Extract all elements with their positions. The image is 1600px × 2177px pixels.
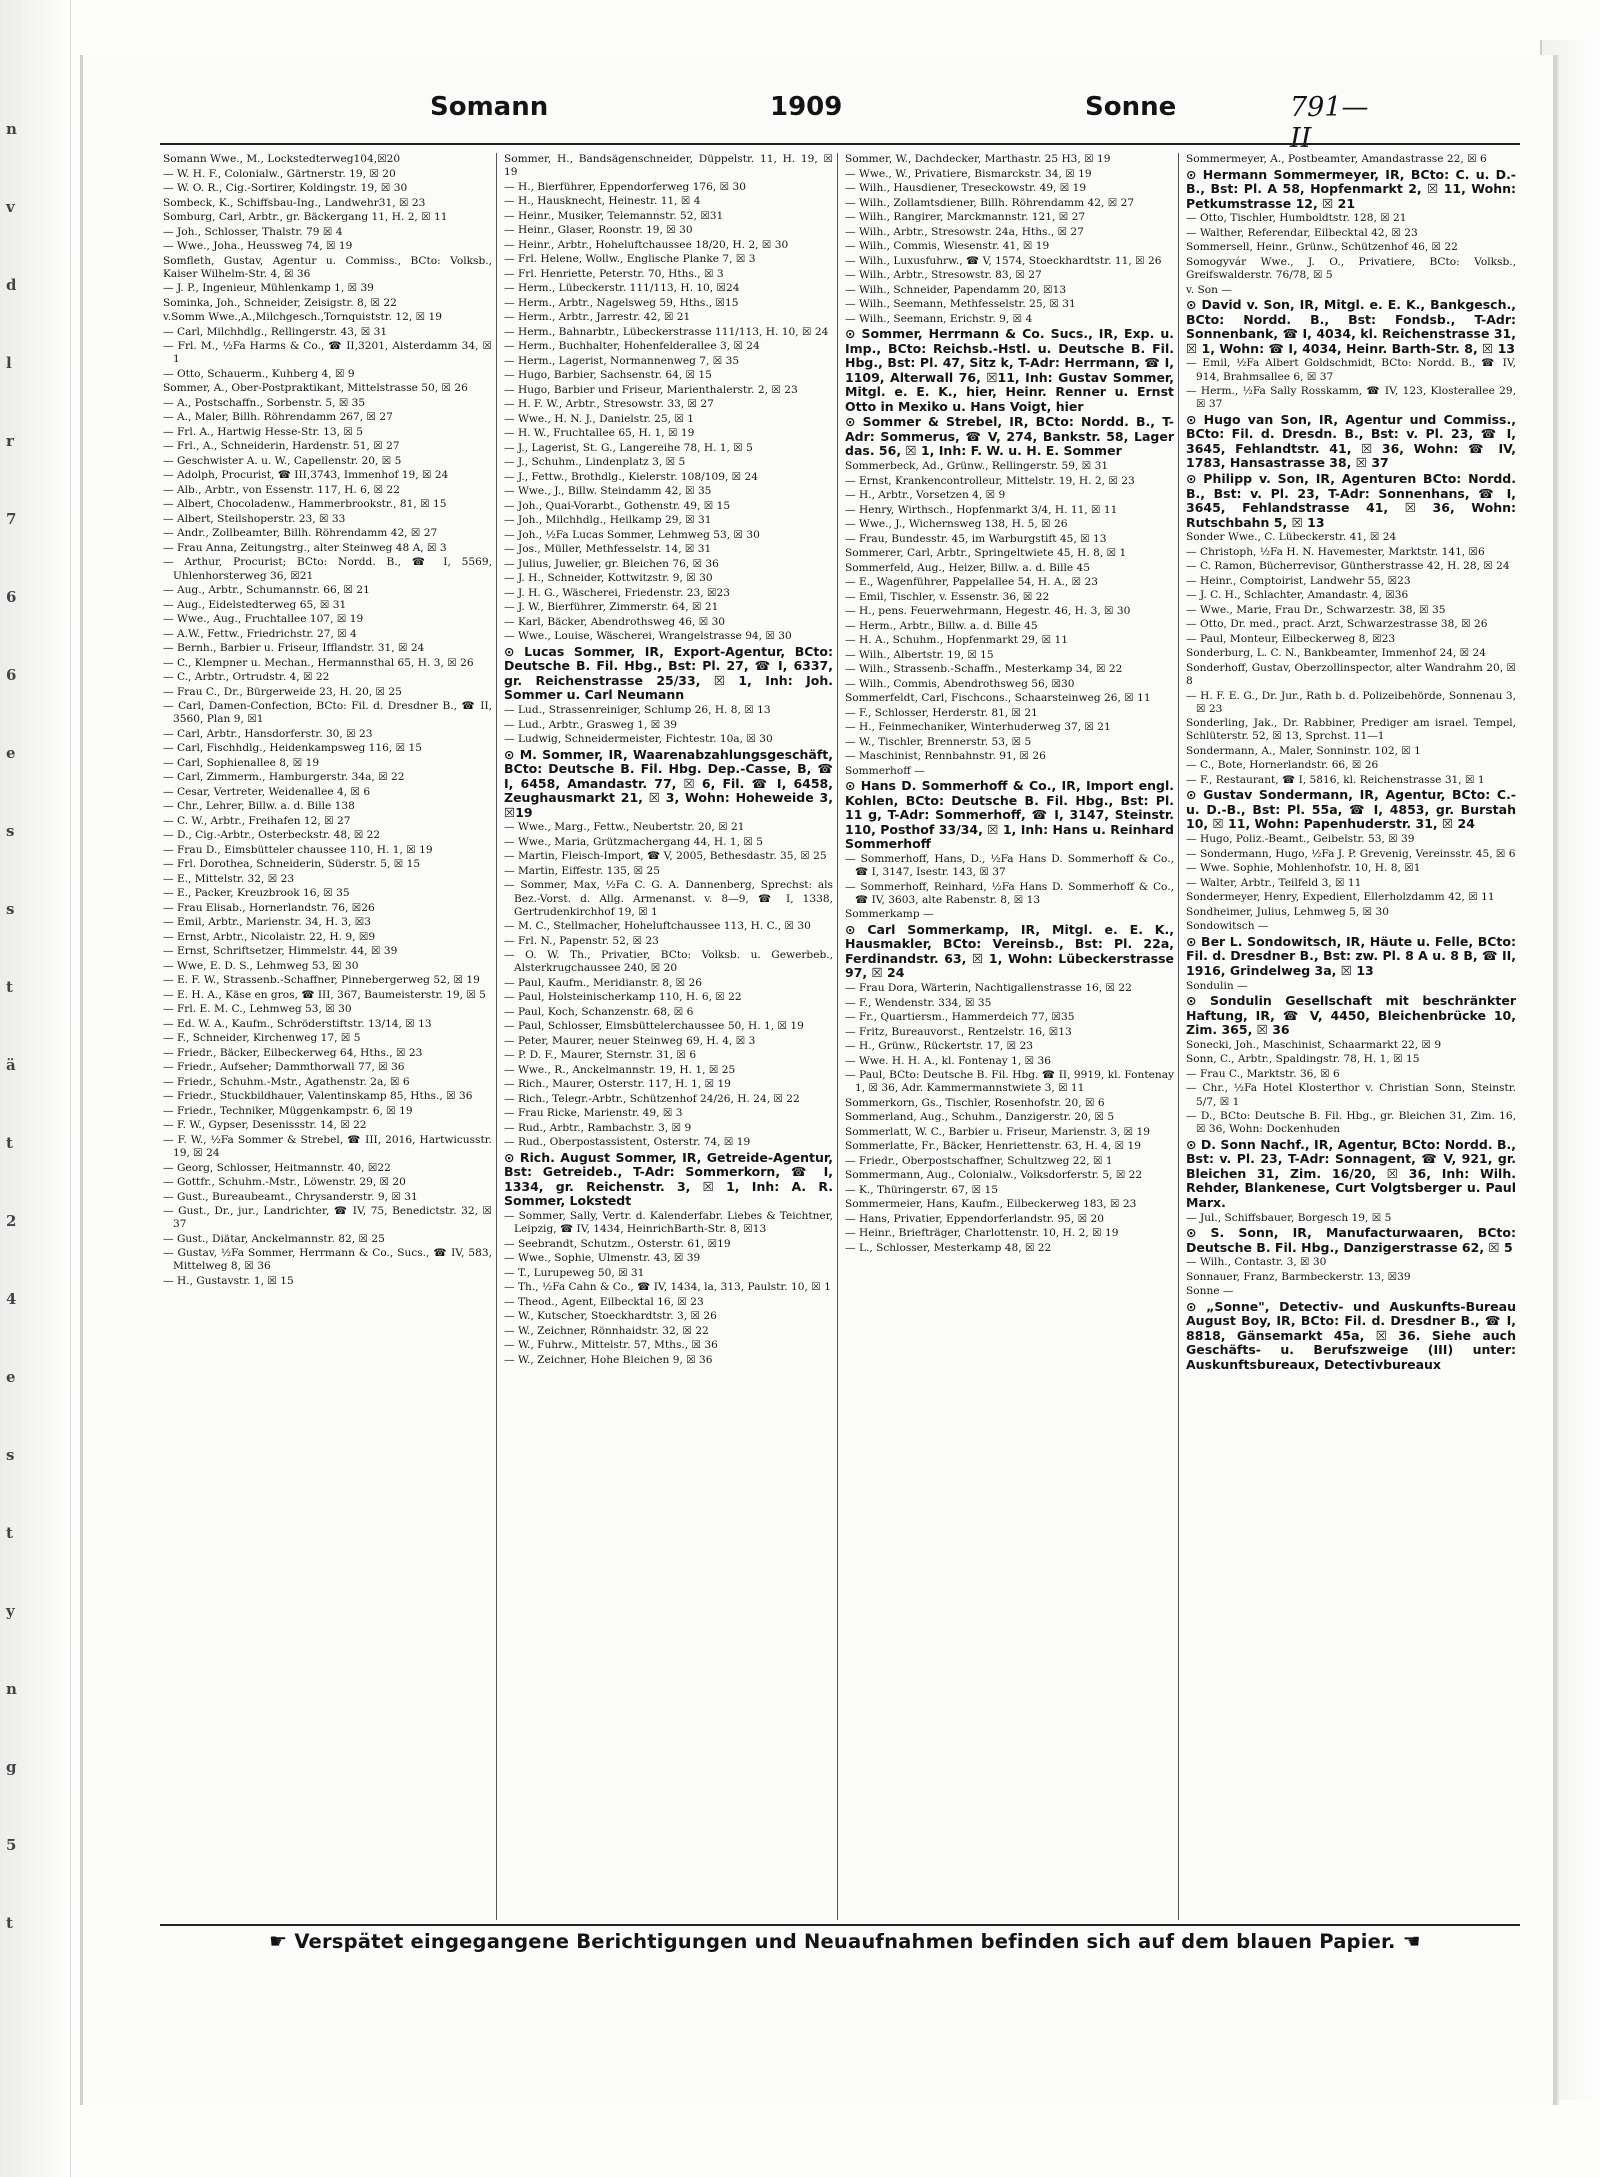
column-2: [501, 153, 838, 1920]
directory-entry: Somburg, Carl, Arbtr., gr. Bäckergang 11, H. 2, ☒ 11: [163, 211, 448, 223]
directory-entry: ⊙ Hans D. Sommerhoff & Co., IR, Import engl. Kohlen, BCto: Deutsche B. Fil. Hbg., Bst: Pl. 11 g, T-Adr: Sommerhoff, ☎ I, 3147, Steinstr. 110, Posthof 33/34, ☒ 1, Inh: Hans u. Reinhard Sommerhoff: [845, 778, 1174, 852]
directory-entry: — Joh., ½Fa Lucas Sommer, Lehmweg 53, ☒ 30: [504, 528, 760, 541]
directory-entry: — F., Schlosser, Herderstr. 81, ☒ 21: [845, 706, 1038, 719]
directory-entry: — Wilh., Albertstr. 19, ☒ 15: [845, 648, 994, 661]
directory-entry: Sommerfeldt, Carl, Fischcons., Schaarsteinweg 26, ☒ 11: [845, 692, 1151, 705]
directory-entry: — J. H., Schneider, Kottwitzstr. 9, ☒ 30: [504, 572, 713, 585]
directory-entry: Sommerlatte, Fr., Bäcker, Henriettenstr. 63, H. 4, ☒ 19: [845, 1140, 1141, 1153]
directory-entry: — E. F. W., Strassenb.-Schaffner, Pinnebergerweg 52, ☒ 19: [163, 974, 480, 987]
directory-entry: — Frau Dora, Wärterin, Nachtigallenstrasse 16, ☒ 22: [845, 982, 1132, 995]
directory-entry: — Frl., A., Schneiderin, Hardenstr. 51, ☒ 27: [163, 440, 400, 453]
margin-fragment: d: [6, 276, 17, 294]
directory-entry: — Fr., Quartiersm., Hammerdeich 77, ☒35: [845, 1011, 1075, 1024]
directory-entry: — Otto, Schauerm., Kuhberg 4, ☒ 9: [163, 367, 355, 380]
directory-entry: — A.W., Fettw., Friedrichstr. 27, ☒ 4: [163, 627, 357, 640]
directory-entry: — Christoph, ½Fa H. N. Havemester, Marktstr. 141, ☒6: [1186, 545, 1485, 558]
directory-entry: — Frau Elisab., Hornerlandstr. 76, ☒26: [163, 901, 375, 914]
directory-entry: — Hans, Privatier, Eppendorferlandstr. 95, ☒ 20: [845, 1212, 1105, 1225]
directory-entry: Sommerkorn, Gs., Tischler, Rosenhofstr. 20, ☒ 6: [845, 1096, 1105, 1109]
margin-fragment: 6: [6, 666, 17, 684]
directory-entry: — Paul, Monteur, Eilbeckerweg 8, ☒23: [1186, 632, 1396, 645]
directory-entry: — Henry, Wirthsch., Hopfenmarkt 3/4, H. 11, ☒ 11: [845, 503, 1118, 516]
directory-entry: — Hugo, Barbier, Sachsenstr. 64, ☒ 15: [504, 369, 712, 382]
margin-fragment: l: [6, 354, 12, 372]
directory-entry: — F., Restaurant, ☎ I, 5816, kl. Reichenstrasse 31, ☒ 1: [1186, 773, 1485, 786]
directory-entry: — Joh., Quai-Vorarbt., Gothenstr. 49, ☒ 15: [504, 499, 731, 512]
directory-entry: — W. O. R., Cig.-Sortirer, Koldingstr. 19, ☒ 30: [163, 182, 408, 194]
directory-entry: — P. D. F., Maurer, Sternstr. 31, ☒ 6: [504, 1049, 697, 1062]
directory-entry: — J. C. H., Schlachter, Amandastr. 4, ☒36: [1186, 589, 1409, 602]
directory-entry: — A., Maler, Billh. Röhrendamm 267, ☒ 27: [163, 411, 393, 424]
directory-entry: — Gottfr., Schuhm.-Mstr., Löwenstr. 29, ☒ 20: [163, 1176, 406, 1189]
directory-entry: — Wwe., Joha., Heussweg 74, ☒ 19: [163, 240, 353, 252]
directory-entry: — Wilh., Contastr. 3, ☒ 30: [1186, 1256, 1327, 1269]
directory-entry: — Karl, Bäcker, Abendrothsweg 46, ☒ 30: [504, 615, 726, 628]
directory-entry: ⊙ Sondulin Gesellschaft mit beschränkter Haftung, IR, ☎ V, 4450, Bleichenbrücke 10, Zim. 365, ☒ 36: [1186, 993, 1516, 1037]
directory-entry: — Martin, Eiffestr. 135, ☒ 25: [504, 864, 660, 877]
margin-fragment: n: [6, 1680, 17, 1698]
directory-entry: — Wwe., R., Anckelmannstr. 19, H. 1, ☒ 25: [504, 1063, 736, 1076]
directory-entry: ⊙ Sommer & Strebel, IR, BCto: Nordd. B., T-Adr: Sommerus, ☎ V, 274, Bankstr. 58, Lager das. 56, ☒ 1, Inh: F. W. u. H. E. Sommer: [845, 414, 1174, 459]
directory-entry: — Wwe., J., Billw. Steindamm 42, ☒ 35: [504, 485, 712, 498]
directory-entry: — Frl. N., Papenstr. 52, ☒ 23: [504, 934, 659, 947]
pointing-hand-icon: ☛: [269, 1929, 288, 1953]
directory-entry: Sommermeier, Hans, Kaufm., Eilbeckerweg 183, ☒ 23: [845, 1198, 1137, 1211]
pointing-hand-icon: ☚: [1402, 1929, 1421, 1953]
directory-entry: — Wilh., Rangirer, Marckmannstr. 121, ☒ 27: [845, 211, 1086, 223]
directory-entry: Sommer, W., Dachdecker, Marthastr. 25 H3, ☒ 19: [845, 153, 1111, 165]
directory-entry: — Frau D., Eimsbütteler chaussee 110, H. 1, ☒ 19: [163, 843, 433, 856]
margin-fragment: s: [6, 900, 15, 918]
directory-entry: — Aug., Arbtr., Schumannstr. 66, ☒ 21: [163, 584, 370, 597]
directory-entry: Sommermeyer, A., Postbeamter, Amandastrasse 22, ☒ 6: [1186, 153, 1487, 165]
directory-entry: — Wilh., Arbtr., Stresowstr. 83, ☒ 27: [845, 269, 1042, 281]
margin-fragment: 2: [6, 1212, 17, 1230]
margin-fragment: n: [6, 120, 17, 138]
directory-entry: Sonecki, Joh., Maschinist, Schaarmarkt 22, ☒ 9: [1186, 1038, 1442, 1051]
directory-entry: — C. Ramon, Bücherrevisor, Güntherstrasse 42, H. 28, ☒ 24: [1186, 560, 1510, 573]
directory-entry: — Aug., Eidelstedterweg 65, ☒ 31: [163, 598, 347, 611]
directory-entry: Sombeck, K., Schiffsbau-Ing., Landwehr31, ☒ 23: [163, 196, 426, 209]
directory-entry: — Frau C., Dr., Bürgerweide 23, H. 20, ☒ 25: [163, 685, 402, 698]
directory-entry: — Sommer, Sally, Vertr. d. Kalenderfabr. Liebes & Teichtner, Leipzig, ☎ IV, 1434, HeinrichBarth-Str. 8, ☒13: [504, 1210, 833, 1236]
directory-entry: — Friedr., Stuckbildhauer, Valentinskamp 85, Hths., ☒ 36: [163, 1090, 473, 1103]
directory-entry: — Wilh., Seemann, Methfesselstr. 25, ☒ 31: [845, 298, 1076, 310]
margin-fragment: t: [6, 978, 13, 996]
directory-entry: — Paul, BCto: Deutsche B. Fil. Hbg. ☎ II, 9919, kl. Fontenay 1, ☒ 36, Adr. Kammermannstwiete 3, ☒ 11: [845, 1069, 1174, 1095]
directory-entry: — W. H. F., Colonialw., Gärtnerstr. 19, ☒ 20: [163, 167, 396, 180]
directory-entry: — Wilh., Schneider, Papendamm 20, ☒13: [845, 283, 1067, 296]
margin-fragment: t: [6, 1134, 13, 1152]
directory-entry: — H., Arbtr., Vorsetzen 4, ☒ 9: [845, 489, 1006, 502]
directory-entry: — Frl. Helene, Wollw., Englische Planke 7, ☒ 3: [504, 253, 756, 266]
directory-entry: Somann Wwe., M., Lockstedterweg104,☒20: [163, 153, 401, 165]
directory-entry: — Hugo, Barbier und Friseur, Marienthalerstr. 2, ☒ 23: [504, 383, 798, 396]
directory-entry: — Sommerhoff, Hans, D., ½Fa Hans D. Sommerhoff & Co., ☎ I, 3147, Isestr. 143, ☒ 37: [845, 852, 1174, 879]
directory-entry: — Ernst, Arbtr., Nicolaistr. 22, H. 9, ☒9: [163, 930, 376, 943]
directory-entry: — T., Lurupeweg 50, ☒ 31: [504, 1266, 645, 1279]
directory-entry: Sommersell, Heinr., Grünw., Schützenhof 46, ☒ 22: [1186, 241, 1458, 254]
directory-entry: — Rich., Telegr.-Arbtr., Schützenhof 24/26, H. 24, ☒ 22: [504, 1092, 800, 1105]
directory-entry: — D., BCto: Deutsche B. Fil. Hbg., gr. Bleichen 31, Zim. 16, ☒ 36, Wohn: Dockenhuden: [1186, 1110, 1516, 1136]
directory-entry: — Otto, Dr. med., pract. Arzt, Schwarzestrasse 38, ☒ 26: [1186, 618, 1488, 631]
header-year: 1909: [770, 92, 843, 122]
directory-entry: — Wilh., Strassenb.-Schaffn., Mesterkamp 34, ☒ 22: [845, 663, 1123, 676]
directory-entry: Sonderburg, L. C. N., Bankbeamter, Immenhof 24, ☒ 24: [1186, 647, 1487, 660]
directory-entry: — Emil, Tischler, v. Essenstr. 36, ☒ 22: [845, 590, 1050, 603]
directory-entry: — Fritz, Bureauvorst., Rentzelstr. 16, ☒13: [845, 1025, 1072, 1038]
directory-entry: — Otto, Tischler, Humboldtstr. 128, ☒ 21: [1186, 212, 1407, 225]
page-header: [160, 92, 1370, 154]
directory-entry: — Herm., Lübeckerstr. 111/113, H. 10, ☒24: [504, 282, 740, 295]
directory-entry: — Frl. E. M. C., Lehmweg 53, ☒ 30: [163, 1003, 352, 1016]
directory-entry: — Lud., Arbtr., Grasweg 1, ☒ 39: [504, 718, 678, 731]
directory-entry: — C., Bote, Hornerlandstr. 66, ☒ 26: [1186, 759, 1379, 772]
directory-entry: — Heinr., Musiker, Telemannstr. 52, ☒31: [504, 209, 724, 222]
directory-entry: — J. W., Bierführer, Zimmerstr. 64, ☒ 21: [504, 601, 719, 614]
directory-entry: ⊙ D. Sonn Nachf., IR, Agentur, BCto: Nordd. B., Bst: v. Pl. 23, T-Adr: Sonnagent, ☎ V, 921, gr. Bleichen 31, Zim. 16/20, ☒ 36, Inh: Wilh. Rehder, Blankenese, Curt Volgtsberger u. Paul Marx.: [1186, 1136, 1516, 1210]
directory-entry: — Joh., Schlosser, Thalstr. 79 ☒ 4: [163, 225, 343, 238]
directory-entry: — Andr., Zollbeamter, Billh. Röhrendamm 42, ☒ 27: [163, 527, 438, 540]
directory-entry: v. Son —: [1186, 283, 1232, 296]
footer-text: Verspätet eingegangene Berichtigungen und Neuaufnahmen befinden sich auf dem blauen Papier.: [294, 1930, 1396, 1953]
directory-entry: — Wilh., Luxusfuhrw., ☎ V, 1574, Stoeckhardtstr. 11, ☒ 26: [845, 254, 1162, 267]
directory-entry: — Walther, Referendar, Eilbecktal 42, ☒ 23: [1186, 226, 1418, 239]
directory-entry: — M. C., Stellmacher, Hoheluftchaussee 113, H. C., ☒ 30: [504, 920, 811, 933]
directory-entry: — E., Packer, Kreuzbrook 16, ☒ 35: [163, 887, 350, 900]
directory-entry: Sommer, A., Ober-Postpraktikant, Mittelstrasse 50, ☒ 26: [163, 382, 468, 395]
directory-entry: — Friedr., Techniker, Müggenkampstr. 6, ☒ 19: [163, 1104, 413, 1117]
header-right-keyword: Sonne: [1085, 92, 1177, 122]
directory-entry: — Gust., Bureaubeamt., Chrysanderstr. 9, ☒ 31: [163, 1190, 418, 1203]
directory-entry: — Herm., Arbtr., Billw. a. d. Bille 45: [845, 619, 1038, 632]
directory-entry: — Herm., Arbtr., Nagelsweg 59, Hths., ☒15: [504, 296, 739, 309]
directory-entry: — Heinr., Arbtr., Hoheluftchaussee 18/20, H. 2, ☒ 30: [504, 238, 789, 251]
directory-entry: — E., Mittelstr. 32, ☒ 23: [163, 872, 295, 885]
directory-entry: — Friedr., Aufseher; Dammthorwall 77, ☒ 36: [163, 1061, 405, 1074]
directory-entry: — Wwe. H. H. A., kl. Fontenay 1, ☒ 36: [845, 1054, 1051, 1067]
directory-entry: — Rud., Arbtr., Rambachstr. 3, ☒ 9: [504, 1121, 692, 1134]
directory-entry: — Bernh., Barbier u. Friseur, Ifflandstr. 31, ☒ 24: [163, 642, 425, 655]
margin-fragment: e: [6, 744, 16, 762]
directory-entry: Sommer, H., Bandsägenschneider, Düppelstr. 11, H. 19, ☒ 19: [504, 153, 833, 179]
directory-entry: ⊙ S. Sonn, IR, Manufacturwaaren, BCto: Deutsche B. Fil. Hbg., Danzigerstrasse 62, ☒ 5: [1186, 1225, 1516, 1255]
directory-entry: — Frl. M., ½Fa Harms & Co., ☎ II,3201, Alsterdamm 34, ☒ 1: [163, 340, 492, 366]
directory-entry: Sommerer, Carl, Arbtr., Springeltwiete 45, H. 8, ☒ 1: [845, 547, 1127, 560]
directory-entry: — H. A., Schuhm., Hopfenmarkt 29, ☒ 11: [845, 634, 1068, 647]
directory-entry: Sonnauer, Franz, Barmbeckerstr. 13, ☒39: [1186, 1270, 1411, 1283]
margin-fragment: 6: [6, 588, 17, 606]
directory-entry: — Friedr., Schuhm.-Mstr., Agathenstr. 2a, ☒ 6: [163, 1075, 410, 1088]
directory-entry: — Albert, Steilshoperstr. 23, ☒ 33: [163, 512, 346, 525]
directory-entry: — Paul, Holsteinischerkamp 110, H. 6, ☒ 22: [504, 991, 742, 1004]
margin-fragment: g: [6, 1758, 17, 1776]
directory-entry: — H., Feinmechaniker, Winterhuderweg 37, ☒ 21: [845, 721, 1111, 734]
directory-entry: — Geschwister A. u. W., Capellenstr. 20, ☒ 5: [163, 454, 402, 467]
directory-entry: — C., Klempner u. Mechan., Hermannsthal 65, H. 3, ☒ 26: [163, 656, 474, 669]
directory-entry: — Wilh., Arbtr., Stresowstr. 24a, Hths., ☒ 27: [845, 225, 1084, 238]
directory-entry: ⊙ Ber L. Sondowitsch, IR, Häute u. Felle, BCto: Fil. d. Dresdner B., Bst: zw. Pl. 8 A u. 8 B, ☎ II, 1916, Grindelweg 3a, ☒ 13: [1186, 933, 1516, 978]
directory-entry: — Frau Ricke, Marienstr. 49, ☒ 3: [504, 1107, 683, 1120]
directory-entry: — Wwe., Sophie, Ulmenstr. 43, ☒ 39: [504, 1252, 701, 1265]
directory-entry: Sommermann, Aug., Colonialw., Volksdorferstr. 5, ☒ 22: [845, 1169, 1143, 1182]
directory-entry: — Carl, Fischhdlg., Heidenkampsweg 116, ☒ 15: [163, 742, 422, 755]
directory-entry: — Emil, Arbtr., Marienstr. 34, H. 3, ☒3: [163, 916, 371, 929]
directory-entry: — F., Wendenstr. 334, ☒ 35: [845, 996, 992, 1009]
directory-entry: — Gust., Diätar, Anckelmannstr. 82, ☒ 25: [163, 1232, 385, 1245]
directory-entry: — H. F. E. G., Dr. Jur., Rath b. d. Polizeibehörde, Sonnenau 3, ☒ 23: [1186, 689, 1516, 715]
directory-entry: — Jos., Müller, Methfesselstr. 14, ☒ 31: [504, 543, 712, 556]
directory-entry: — Herm., Bahnarbtr., Lübeckerstrasse 111/113, H. 10, ☒ 24: [504, 325, 829, 338]
directory-entry: — Hugo, Poliz.-Beamt., Geibelstr. 53, ☒ 39: [1186, 833, 1415, 846]
directory-entry: — Friedr., Oberpostschaffner, Schultzweg 22, ☒ 1: [845, 1154, 1113, 1167]
directory-entry: — F. W., ½Fa Sommer & Strebel, ☎ III, 2016, Hartwicusstr. 19, ☒ 24: [163, 1133, 492, 1160]
directory-entry: Somogyvár Wwe., J. O., Privatiere, BCto: Volksb., Greifswalderstr. 76/78, ☒ 5: [1186, 255, 1516, 281]
directory-entry: — Heinr., Comptoirist, Landwehr 55, ☒23: [1186, 574, 1411, 587]
directory-entry: — Wwe., Marg., Fettw., Neubertstr. 20, ☒ 21: [504, 821, 745, 834]
directory-entry: ⊙ Sommer, Herrmann & Co. Sucs., IR, Exp. u. Imp., BCto: Reichsb.-Hstl. u. Deutsche B. Fil. Hbg., Bst: Pl. 47, Sitz k, T-Adr: Herrmann, ☎ I, 1109, Alterwall 76, ☒11, Inh: Gustav Sommer, Mitgl. e. E. K., hier, Heinr. Renner u. Ernst Otto in Mexiko u. Hans Voigt, hier: [845, 326, 1174, 414]
directory-entry: — Rud., Oberpostassistent, Osterstr. 74, ☒ 19: [504, 1136, 751, 1149]
directory-entry: — Herm., Arbtr., Jarrestr. 42, ☒ 21: [504, 311, 691, 324]
directory-entry: — W., Tischler, Brennerstr. 53, ☒ 5: [845, 735, 1032, 748]
directory-entry: Sommerlatt, W. C., Barbier u. Friseur, Marienstr. 3, ☒ 19: [845, 1125, 1151, 1138]
directory-entry: — Wwe, E. D. S., Lehmweg 53, ☒ 30: [163, 959, 359, 972]
directory-entry: — Ernst, Schriftsetzer, Himmelstr. 44, ☒ 39: [163, 945, 398, 958]
directory-entry: — Wilh., Hausdiener, Treseckowstr. 49, ☒ 19: [845, 182, 1087, 194]
directory-entry: — Paul, Koch, Schanzenstr. 68, ☒ 6: [504, 1005, 694, 1018]
margin-fragment: y: [6, 1602, 15, 1620]
directory-entry: — J., Fettw., Brothdlg., Kielerstr. 108/109, ☒ 24: [504, 470, 759, 483]
directory-entry: — H., Grünw., Rückertstr. 17, ☒ 23: [845, 1040, 1034, 1053]
directory-entry: — Frl. A., Hartwig Hesse-Str. 13, ☒ 5: [163, 425, 363, 438]
header-left-keyword: Somann: [430, 92, 549, 122]
directory-entry: — Paul, Schlosser, Eimsbüttelerchaussee 50, H. 1, ☒ 19: [504, 1020, 804, 1033]
directory-entry: — A., Postschaffn., Sorbenstr. 5, ☒ 35: [163, 396, 366, 409]
margin-fragment: r: [6, 432, 14, 450]
directory-entry: — W., Fuhrw., Mittelstr. 57, Mths., ☒ 36: [504, 1339, 718, 1352]
directory-entry: ⊙ Hugo van Son, IR, Agentur und Commiss., BCto: Fil. d. Dresdn. B., Bst: v. Pl. 23, ☎ I, 3645, Fehlandtstr. 41, ☒ 36, Wohn: ☎ IV, 1783, Hansastrasse 38, ☒ 37: [1186, 411, 1516, 471]
directory-entry: Sommerfeld, Aug., Heizer, Billw. a. d. Bille 45: [845, 561, 1091, 574]
directory-entry: — Sommerhoff, Reinhard, ½Fa Hans D. Sommerhoff & Co., ☎ IV, 3603, alte Rabenstr. 8, ☒ 13: [845, 880, 1174, 906]
directory-entry: — Frau C., Marktstr. 36, ☒ 6: [1186, 1067, 1340, 1080]
directory-entry: — Friedr., Bäcker, Eilbeckerweg 64, Hths., ☒ 23: [163, 1046, 423, 1059]
directory-entry: — Peter, Maurer, neuer Steinweg 69, H. 4, ☒ 3: [504, 1034, 756, 1047]
directory-entry: — Wwe. Sophie, Mohlenhofstr. 10, H. 8, ☒1: [1186, 862, 1421, 875]
directory-entry: — E. H. A., Käse en gros, ☎ III, 367, Baumeisterstr. 19, ☒ 5: [163, 988, 486, 1001]
directory-entry: — Ernst, Krankencontrolleur, Mittelstr. 19, H. 2, ☒ 23: [845, 474, 1135, 487]
directory-entry: — H., pens. Feuerwehrmann, Hegestr. 46, H. 3, ☒ 30: [845, 605, 1131, 618]
margin-fragment: t: [6, 1914, 13, 1932]
margin-fragment: s: [6, 822, 15, 840]
directory-entry: — H. F. W., Arbtr., Stresowstr. 33, ☒ 27: [504, 398, 714, 411]
directory-entry: — Heinr., Briefträger, Charlottenstr. 10, H. 2, ☒ 19: [845, 1227, 1119, 1240]
directory-entry: — D., Cig.-Arbtr., Osterbeckstr. 48, ☒ 22: [163, 829, 381, 842]
directory-entry: — Herm., Lagerist, Normannenweg 7, ☒ 35: [504, 354, 740, 367]
directory-entry: Sommerkamp —: [845, 908, 934, 921]
directory-entry: — K., Thüringerstr. 67, ☒ 15: [845, 1183, 998, 1196]
column-1: [160, 153, 497, 1920]
directory-entry: — Wwe., H. N. J., Danielstr. 25, ☒ 1: [504, 412, 694, 425]
directory-entry: — H., Gustavstr. 1, ☒ 15: [163, 1274, 294, 1287]
directory-entry: — Carl, Zimmerm., Hamburgerstr. 34a, ☒ 22: [163, 771, 405, 784]
directory-entry: — Adolph, Procurist, ☎ III,3743, Immenhof 19, ☒ 24: [163, 469, 449, 482]
margin-fragment: ä: [6, 1056, 16, 1074]
directory-entry: Sonderling, Jak., Dr. Rabbiner, Prediger am israel. Tempel, Schlüterstr. 52, ☒ 13, Sprchst. 11—1: [1186, 717, 1516, 743]
directory-entry: Sonne —: [1186, 1285, 1234, 1298]
directory-entry: — J. H. G., Wäscherei, Friedenstr. 23, ☒23: [504, 586, 730, 599]
directory-entry: ⊙ „Sonne", Detectiv- und Auskunfts-Bureau August Boy, IR, BCto: Fil. d. Dresdner B., ☎ I, 8818, Gänsemarkt 45a, ☒ 36. Siehe auch Geschäfts- u. Berufszweige (III) unter: Auskunftsbureaux, Detectivbureaux: [1186, 1298, 1516, 1372]
directory-entry: — Emil, ½Fa Albert Goldschmidt, BCto: Nordd. B., ☎ IV, 914, Brahmsallee 6, ☒ 37: [1186, 357, 1516, 383]
directory-entry: — L., Schlosser, Mesterkamp 48, ☒ 22: [845, 1241, 1052, 1254]
directory-entry: — O. W. Th., Privatier, BCto: Volksb. u. Gewerbeb., Alsterkrugchaussee 240, ☒ 20: [504, 949, 833, 975]
directory-entry: — Walter, Arbtr., Teilfeld 3, ☒ 11: [1186, 876, 1362, 889]
directory-entry: Sondowitsch —: [1186, 920, 1269, 933]
directory-entry: Sondermann, A., Maler, Sonninstr. 102, ☒ 1: [1186, 744, 1421, 757]
directory-entry: — H. W., Fruchtallee 65, H. 1, ☒ 19: [504, 427, 695, 440]
directory-entry: — H., Hausknecht, Heinestr. 11, ☒ 4: [504, 195, 701, 208]
directory-entry: ⊙ Lucas Sommer, IR, Export-Agentur, BCto: Deutsche B. Fil. Hbg., Bst: Pl. 27, ☎ I, 6337, gr. Reichenstrasse 25/33, ☒ 1, Inh: Joh. Sommer u. Carl Neumann: [504, 643, 833, 703]
directory-entry: — Wwe., J., Wichernsweg 138, H. 5, ☒ 26: [845, 518, 1068, 531]
previous-page-edge: [0, 0, 71, 2177]
directory-entry: — H., Bierführer, Eppendorferweg 176, ☒ 30: [504, 180, 746, 193]
directory-entry: — Wwe., Maria, Grützmachergang 44, H. 1, ☒ 5: [504, 835, 763, 848]
directory-entry: — Arthur, Procurist; BCto: Nordd. B., ☎ I, 5569, Uhlenhorsterweg 36, ☒21: [163, 556, 492, 582]
directory-entry: Sondheimer, Julius, Lehmweg 5, ☒ 30: [1186, 905, 1389, 918]
header-rule: [160, 143, 1520, 145]
directory-entry: — Gustav, ½Fa Sommer, Herrmann & Co., Sucs., ☎ IV, 583, Mittelweg 8, ☒ 36: [163, 1247, 492, 1273]
directory-entry: — Julius, Juwelier, gr. Bleichen 76, ☒ 36: [504, 557, 719, 570]
directory-entry: — Carl, Damen-Confection, BCto: Fil. d. Dresdner B., ☎ II, 3560, Plan 9, ☒1: [163, 700, 492, 726]
directory-entry: — J. P., Ingenieur, Mühlenkamp 1, ☒ 39: [163, 282, 374, 295]
directory-entry: — Paul, Kaufm., Meridianstr. 8, ☒ 26: [504, 976, 703, 989]
page-number: 791—II: [1290, 92, 1369, 154]
column-4: [1183, 153, 1520, 1920]
directory-entry: — F. W., Gypser, Desenissstr. 14, ☒ 22: [163, 1119, 367, 1132]
margin-fragment: v: [6, 198, 15, 216]
directory-entry: — Carl, Arbtr., Hansdorferstr. 30, ☒ 23: [163, 727, 373, 740]
directory-entry: — Sommer, Max, ½Fa C. G. A. Dannenberg, Sprechst: als Bez.-Vorst. d. Allg. Armenanst. v. 8—9, ☎ I, 1338, Gertrudenkirchhof 19, ☒ 1: [504, 879, 833, 918]
directory-entry: — Wwe., Aug., Fruchtallee 107, ☒ 19: [163, 613, 364, 626]
directory-entry: ⊙ M. Sommer, IR, Waarenabzahlungsgeschäft, BCto: Deutsche B. Fil. Hbg. Dep.-Casse, B, ☎ I, 6458, Amandastr. 77, ☒ 6, Fil. ☎ I, 6458, Zeughausmarkt 21, ☒ 3, Wohn: Hoheweide 3, ☒19: [504, 746, 833, 820]
margin-fragment: 5: [6, 1836, 17, 1854]
directory-entry: — Frau Anna, Zeitungstrg., alter Steinweg 48 A, ☒ 3: [163, 541, 447, 554]
directory-entry: Sommerhoff —: [845, 764, 925, 777]
directory-entry: Sonn, C., Arbtr., Spaldingstr. 78, H. 1, ☒ 15: [1186, 1053, 1420, 1066]
margin-fragment: s: [6, 1446, 15, 1464]
directory-entry: — E., Wagenführer, Pappelallee 54, H. A., ☒ 23: [845, 576, 1098, 589]
directory-entry: v.Somm Wwe.,A.,Milchgesch.,Tornquiststr. 12, ☒ 19: [163, 311, 442, 324]
margin-fragment: 4: [6, 1290, 17, 1308]
directory-entry: ⊙ David v. Son, IR, Mitgl. e. E. K., Bankgesch., BCto: Nordd. B., Bst: Fondsb., T-Adr: Sonnenbank, ☎ I, 4034, kl. Reichenstrasse 31, ☒ 1, Wohn: ☎ I, 4034, Heinr. Barth-Str. 8, ☒ 13: [1186, 297, 1516, 356]
directory-entry: — Heinr., Glaser, Roonstr. 19, ☒ 30: [504, 224, 693, 237]
directory-entry: — Sondermann, Hugo, ½Fa J. P. Grevenig, Vereinsstr. 45, ☒ 6: [1186, 847, 1516, 860]
column-3: [842, 153, 1179, 1920]
directory-entry: — Seebrandt, Schutzm., Osterstr. 61, ☒19: [504, 1237, 731, 1250]
directory-entry: ⊙ Carl Sommerkamp, IR, Mitgl. e. E. K., Hausmakler, BCto: Vereinsb., Bst: Pl. 22a, Ferdinandstr. 63, ☒ 1, Wohn: Lübeckerstrasse 97, ☒ 24: [845, 921, 1174, 981]
directory-entry: — Frl. Henriette, Peterstr. 70, Hths., ☒ 3: [504, 267, 724, 280]
directory-entry: — Frl. Dorothea, Schneiderin, Süderstr. 5, ☒ 15: [163, 858, 421, 871]
directory-entry: — Carl, Milchhdlg., Rellingerstr. 43, ☒ 31: [163, 325, 388, 338]
directory-columns: [160, 153, 1520, 1920]
directory-entry: — Chr., ½Fa Hotel Klosterthor v. Christian Sonn, Steinstr. 5/7, ☒ 1: [1186, 1082, 1516, 1108]
directory-entry: Somfleth, Gustav, Agentur u. Commiss., BCto: Volksb., Kaiser Wilhelm-Str. 4, ☒ 36: [163, 254, 492, 280]
directory-entry: — J., Lagerist, St. G., Langereihe 78, H. 1, ☒ 5: [504, 441, 753, 454]
directory-entry: — Carl, Sophienallee 8, ☒ 19: [163, 756, 320, 769]
directory-entry: — Herm., ½Fa Sally Rosskamm, ☎ IV, 123, Klosterallee 29, ☒ 37: [1186, 385, 1516, 411]
directory-entry: — Georg, Schlosser, Heitmannstr. 40, ☒22: [163, 1161, 391, 1174]
margin-fragment: 7: [6, 510, 17, 528]
directory-entry: — Martin, Fleisch-Import, ☎ V, 2005, Bethesdastr. 35, ☒ 25: [504, 850, 827, 863]
directory-entry: — Wilh., Zollamtsdiener, Billh. Röhrendamm 42, ☒ 27: [845, 196, 1135, 209]
directory-entry: — Wilh., Commis, Wiesenstr. 41, ☒ 19: [845, 240, 1050, 252]
margin-fragment: e: [6, 1368, 16, 1386]
directory-entry: Sonder Wwe., C. Lübeckerstr. 41, ☒ 24: [1186, 531, 1397, 544]
directory-entry: — Rich., Maurer, Osterstr. 117, H. 1, ☒ 19: [504, 1078, 731, 1091]
directory-entry: — Joh., Milchhdlg., Heilkamp 29, ☒ 31: [504, 514, 712, 527]
directory-entry: — Cesar, Vertreter, Weidenallee 4, ☒ 6: [163, 785, 371, 798]
directory-entry: — Wwe., W., Privatiere, Bismarckstr. 34, ☒ 19: [845, 167, 1092, 180]
directory-entry: — Jul., Schiffsbauer, Borgesch 19, ☒ 5: [1186, 1211, 1392, 1224]
directory-entry: — Alb., Arbtr., von Essenstr. 117, H. 6, ☒ 22: [163, 483, 400, 496]
directory-entry: Sonderhoff, Gustav, Oberzollinspector, alter Wandrahm 20, ☒ 8: [1186, 661, 1516, 687]
directory-entry: Sondermeyer, Henry, Expedient, Ellerholzdamm 42, ☒ 11: [1186, 891, 1495, 904]
directory-entry: — J., Schuhm., Lindenplatz 3, ☒ 5: [504, 456, 686, 469]
directory-entry: ⊙ Hermann Sommermeyer, IR, BCto: C. u. D.-B., Bst: Pl. A 58, Hopfenmarkt 2, ☒ 11, Wohn: Petkumstrasse 12, ☒ 21: [1186, 166, 1516, 211]
directory-entry: — Theod., Agent, Eilbecktal 16, ☒ 23: [504, 1295, 704, 1308]
directory-entry: Sondulin —: [1186, 979, 1248, 992]
directory-entry: — Wwe., Louise, Wäscherei, Wrangelstrasse 94, ☒ 30: [504, 630, 792, 643]
directory-entry: — Ludwig, Schneidermeister, Fichtestr. 10a, ☒ 30: [504, 733, 773, 745]
directory-entry: — Chr., Lehrer, Billw. a. d. Bille 138: [163, 800, 355, 813]
directory-entry: — W., Zeichner, Rönnhaidstr. 32, ☒ 22: [504, 1324, 709, 1337]
directory-entry: — Maschinist, Rennbahnstr. 91, ☒ 26: [845, 750, 1046, 763]
directory-entry: ⊙ Rich. August Sommer, IR, Getreide-Agentur, Bst: Getreideb., T-Adr: Sommerkorn, ☎ I, 1334, gr. Reichenstr. 3, ☒ 1, Inh: A. R. Sommer, Lokstedt: [504, 1149, 833, 1209]
directory-entry: — W., Zeichner, Hohe Bleichen 9, ☒ 36: [504, 1353, 713, 1366]
directory-entry: — W., Kutscher, Stoeckhardtstr. 3, ☒ 26: [504, 1310, 717, 1323]
directory-entry: Sommerbeck, Ad., Grünw., Rellingerstr. 59, ☒ 31: [845, 460, 1109, 473]
footer-notice: [195, 1929, 1495, 1957]
directory-entry: — Gust., Dr., jur., Landrichter, ☎ IV, 75, Benedictstr. 32, ☒ 37: [163, 1205, 492, 1231]
margin-fragment: t: [6, 1524, 13, 1542]
directory-entry: Sominka, Joh., Schneider, Zeisigstr. 8, ☒ 22: [163, 296, 397, 309]
footer-rule: [160, 1924, 1520, 1926]
directory-entry: — Th., ½Fa Cahn & Co., ☎ IV, 1434, la, 313, Paulstr. 10, ☒ 1: [504, 1281, 831, 1294]
directory-entry: — Wwe., Marie, Frau Dr., Schwarzestr. 38, ☒ 35: [1186, 603, 1446, 616]
directory-entry: ⊙ Gustav Sondermann, IR, Agentur, BCto: C.-u. D.-B., Bst: Pl. 55a, ☎ I, 4853, gr. Burstah 10, ☒ 11, Wohn: Papenhuderstr. 31, ☒ 24: [1186, 787, 1516, 832]
directory-entry: — C. W., Arbtr., Freihafen 12, ☒ 27: [163, 814, 351, 827]
directory-entry: — Wilh., Commis, Abendrothsweg 56, ☒30: [845, 677, 1075, 690]
directory-entry: — F., Schneider, Kirchenweg 17, ☒ 5: [163, 1032, 361, 1045]
directory-entry: — Ed. W. A., Kaufm., Schröderstiftstr. 13/14, ☒ 13: [163, 1017, 432, 1030]
directory-entry: — Wilh., Seemann, Erichstr. 9, ☒ 4: [845, 312, 1033, 325]
directory-entry: Sommerland, Aug., Schuhm., Danzigerstr. 20, ☒ 5: [845, 1111, 1115, 1124]
directory-entry: — Albert, Chocoladenw., Hammerbrookstr., 81, ☒ 15: [163, 498, 447, 511]
directory-entry: ⊙ Philipp v. Son, IR, Agenturen BCto: Nordd. B., Bst: v. Pl. 23, T-Adr: Sonnenhans, ☎ I, 3645, Fehlandstrasse 41, ☒ 36, Wohn: Rutschbahn 5, ☒ 13: [1186, 471, 1516, 530]
directory-entry: — Frau, Bundesstr. 45, im Warburgstift 45, ☒ 13: [845, 532, 1107, 545]
directory-entry: — Lud., Strassenreiniger, Schlump 26, H. 8, ☒ 13: [504, 704, 771, 716]
directory-entry: — C., Arbtr., Ortrudstr. 4, ☒ 22: [163, 671, 330, 684]
directory-entry: — Herm., Buchhalter, Hohenfelderallee 3, ☒ 24: [504, 340, 760, 353]
